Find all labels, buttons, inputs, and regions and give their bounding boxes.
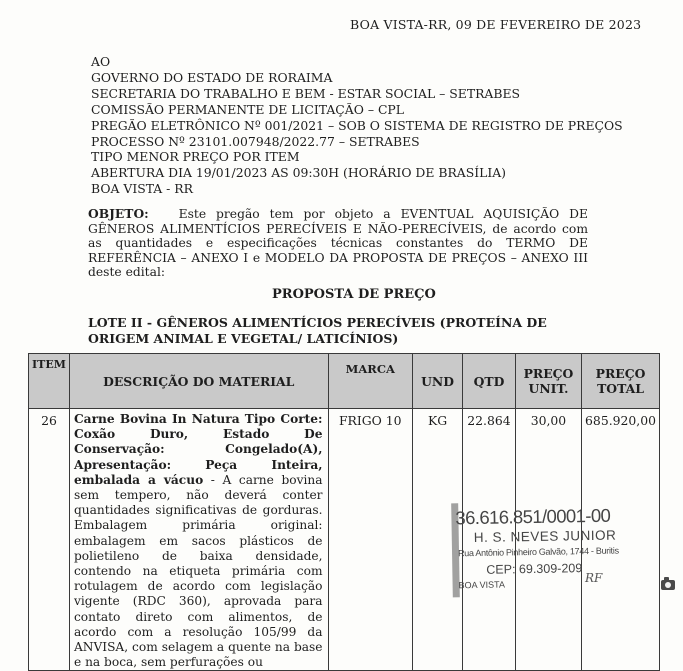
header-qtd: QTD (463, 354, 516, 409)
objeto-paragraph (88, 207, 588, 280)
address-line: PROCESSO Nº 23101.007948/2022.77 – SETRABES (91, 133, 420, 149)
header-preco-unit-line2: UNIT. (528, 381, 569, 396)
header-preco-unit (515, 354, 581, 409)
header-und: UND (413, 354, 463, 409)
header-marca: MARCA (328, 354, 412, 409)
cell-und: KG (413, 409, 463, 671)
address-line: SECRETARIA DO TRABALHO E BEM - ESTAR SOCIAL – SETRABES (91, 85, 520, 101)
cell-qtd: 22.864 (463, 409, 516, 671)
camera-icon[interactable] (661, 580, 675, 590)
header-preco-total-line2: TOTAL (597, 381, 644, 396)
cell-preco-unit: 30,00 (515, 409, 581, 671)
table-header-row (29, 354, 660, 409)
address-line: PREGÃO ELETRÔNICO Nº 001/2021 – SOB O SISTEMA DE REGISTRO DE PREÇOS (91, 117, 623, 133)
stamp-address: Rua Antônio Pinheiro Galvão, 1744 - Buritis (457, 545, 619, 559)
header-descricao: DESCRIÇÃO DO MATERIAL (69, 354, 328, 409)
cell-item: 26 (29, 409, 70, 671)
header-preco-total-line1: PREÇO (595, 366, 646, 381)
address-line: GOVERNO DO ESTADO DE RORAIMA (91, 69, 333, 85)
address-line: COMISSÃO PERMANENTE DE LICITAÇÃO – CPL (91, 101, 405, 117)
header-item: ITEM (29, 354, 70, 409)
objeto-text: Este pregão tem por objeto a EVENTUAL AQUISIÇÃO DE GÊNEROS ALIMENTÍCIOS PERECÍVEIS E NÃO-PERECÍVEIS, de acordo com as quantidades e especificações técnicas constantes do TERMO DE REFERÊNCIA – ANEXO I e MODELO DA PROPOSTA DE PREÇOS – ANEXO III deste edital: (88, 207, 588, 280)
header-preco-total (582, 354, 660, 409)
stamp-name: H. S. NEVES JUNIOR (473, 527, 617, 546)
cell-descricao-rest: - A carne bovina sem tempero, não deverá conter quantidades significativas de gorduras. Embalagem primária original: embalagem em sacos plásticos de polietileno de baixa densidade, contendo na etiqueta primária com rotulagem de acordo com legislação vigente (RDC 360), aprovada para contato direto com alimentos, de acordo com a resolução 105/99 da ANVISA, com selagem a quente na base e na boca, sem perfurações ou (73, 472, 323, 670)
cell-descricao (69, 409, 328, 671)
cell-preco-total: 685.920,00 (582, 409, 660, 671)
cell-descricao-bold: Carne Bovina In Natura Tipo Corte: Coxão Duro, Estado De Conservação: Congelado(A), Apresentação: Peça Inteira, embalada a vácuo (73, 412, 323, 487)
signature-fragment: RF (585, 571, 603, 585)
address-line: BOA VISTA - RR (91, 181, 193, 197)
address-line: AO (91, 54, 111, 69)
recipient-address (91, 54, 623, 197)
document-date: BOA VISTA-RR, 09 DE FEVEREIRO DE 2023 (350, 17, 642, 32)
cell-marca: FRIGO 10 (328, 409, 412, 671)
address-line: ABERTURA DIA 19/01/2023 AS 09:30H (HORÁRIO DE BRASÍLIA) (91, 165, 507, 181)
proposta-title: PROPOSTA DE PREÇO (272, 287, 436, 302)
stamp-cep: CEP: 69.309-209 (486, 561, 583, 577)
stamp-cnpj: 36.616.851/0001-00 (455, 504, 611, 529)
stamp-city: BOA VISTA (458, 579, 506, 591)
objeto-label: OBJETO: (88, 206, 149, 221)
lote-title: LOTE II - GÊNEROS ALIMENTÍCIOS PERECÍVEIS (PROTEÍNA DE ORIGEM ANIMAL E VEGETAL/ LATICÍNIOS) (88, 315, 547, 346)
address-line: TIPO MENOR PREÇO POR ITEM (91, 149, 300, 165)
header-preco-unit-line1: PREÇO (523, 366, 574, 381)
